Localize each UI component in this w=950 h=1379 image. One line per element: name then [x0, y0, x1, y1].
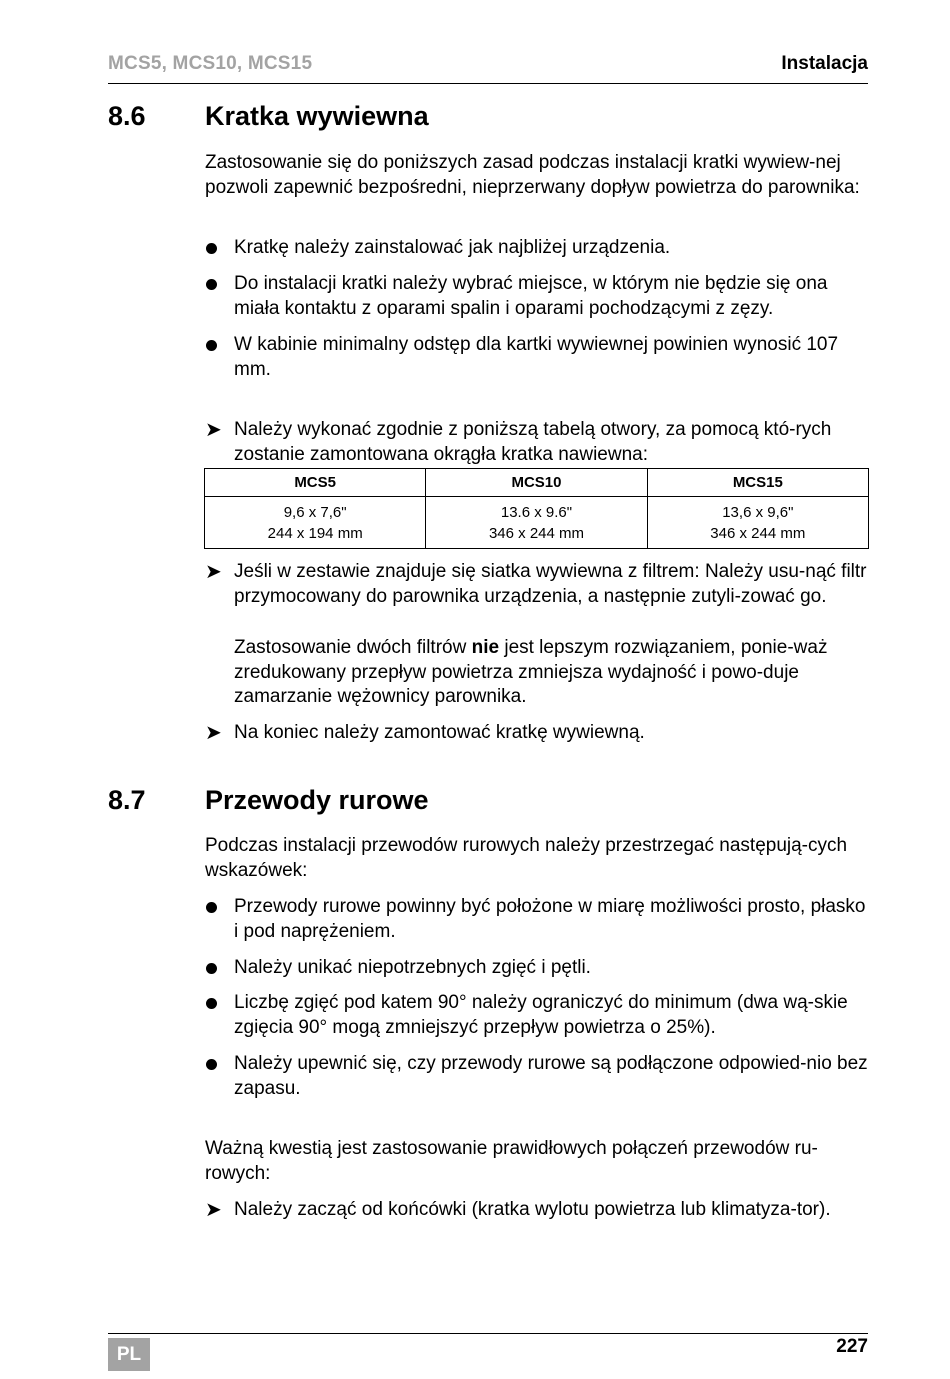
table-header-cell: MCS10 [426, 469, 647, 497]
arrow-right-icon: ➤ [205, 722, 222, 744]
note-emphasis: nie [471, 637, 500, 658]
bullet-text: Należy unikać niepotrzebnych zgięć i pętli. [234, 957, 591, 978]
header-models: MCS5, MCS10, MCS15 [108, 53, 313, 74]
bullet-dot-icon [206, 243, 217, 254]
section-title: Kratka wywiewna [205, 101, 429, 131]
note-text: Zastosowanie dwóch filtrów [234, 637, 472, 658]
table-row [205, 497, 869, 549]
bullet-item [205, 991, 869, 1040]
bullet-item [205, 895, 869, 944]
bullet-text: Należy upewnić się, czy przewody rurowe są podłączone odpowied-nio bez zapasu. [234, 1053, 868, 1099]
instruction-step [205, 721, 869, 746]
bullet-item [205, 1052, 869, 1101]
cell-inches: 13,6 x 9,6" [722, 503, 794, 521]
bullet-dot-icon [206, 1059, 217, 1070]
bullet-item [205, 272, 869, 321]
step-text: Na koniec należy zamontować kratkę wywiewną. [234, 722, 645, 743]
section-intro: Zastosowanie się do poniższych zasad podczas instalacji kratki wywiew-nej pozwoli zapewnić bezpośredni, nieprzerwany dopływ powietrza do parownika: [205, 152, 860, 198]
bullet-text: W kabinie minimalny odstęp dla kartki wywiewnej powinien wynosić 107 mm. [234, 334, 839, 380]
table-cell [647, 497, 868, 549]
table-header-cell: MCS15 [647, 469, 868, 497]
section-title: Przewody rurowe [205, 785, 429, 815]
bullet-item [205, 956, 869, 981]
table-cell [426, 497, 647, 549]
instruction-step [205, 560, 869, 609]
instruction-step [205, 1198, 869, 1223]
cutout-table [204, 468, 869, 549]
bullet-item [205, 333, 869, 382]
header-rule [108, 83, 868, 84]
cell-mm: 346 x 244 mm [488, 524, 585, 542]
table-cell [205, 497, 426, 549]
bullet-dot-icon [206, 998, 217, 1009]
cell-inches: 13.6 x 9.6" [500, 503, 573, 521]
paragraph: Ważną kwestią jest zastosowanie prawidłowych połączeń przewodów ru-rowych: [205, 1138, 818, 1184]
table-header-row [205, 469, 869, 497]
bullet-text: Do instalacji kratki należy wybrać miejsce, w którym nie będzie się ona miała kontaktu z oparami spalin i oparami pochodzącymi z zęzy. [234, 273, 828, 319]
language-badge: PL [108, 1338, 150, 1371]
bullet-text: Przewody rurowe powinny być położone w miarę możliwości prosto, płasko i pod naprężeniem. [234, 896, 866, 942]
arrow-right-icon: ➤ [205, 561, 222, 583]
cell-mm: 346 x 244 mm [710, 524, 806, 542]
bullet-dot-icon [206, 279, 217, 290]
section-intro: Podczas instalacji przewodów rurowych należy przestrzegać następują-cych wskazówek: [205, 835, 848, 881]
cell-inches: 9,6 x 7,6" [283, 503, 347, 521]
bullet-dot-icon [206, 902, 217, 913]
bullet-dot-icon [206, 340, 217, 351]
header-chapter: Instalacja [781, 53, 868, 74]
step-text: Należy wykonać zgodnie z poniższą tabelą otwory, za pomocą któ-rych zostanie zamontowana okrągła kratka nawiewna: [234, 419, 832, 465]
bullet-item [205, 236, 869, 261]
page-number: 227 [836, 1336, 868, 1357]
footer-rule [108, 1333, 868, 1334]
bullet-dot-icon [206, 963, 217, 974]
bullet-text: Liczbę zgięć pod katem 90° należy ograniczyć do minimum (dwa wą-skie zgięcia 90° mogą zmniejszyć przepływ powietrza o 25%). [234, 992, 848, 1038]
step-note [205, 636, 869, 710]
section-number: 8.6 [108, 101, 146, 131]
bullet-text: Kratkę należy zainstalować jak najbliżej urządzenia. [234, 237, 671, 258]
cell-mm: 244 x 194 mm [267, 524, 363, 542]
section-number: 8.7 [108, 785, 146, 815]
step-text: Należy zacząć od końcówki (kratka wylotu powietrza lub klimatyza-tor). [234, 1199, 831, 1220]
note-text: jest lepszym rozwiązaniem, ponie-waż zredukowany przepływ powietrza zmniejsza wydajność i powo-duje zamarzanie wężownicy parownika. [234, 637, 828, 707]
table-header-cell: MCS5 [205, 469, 426, 497]
arrow-right-icon: ➤ [205, 419, 222, 441]
instruction-step [205, 418, 869, 467]
step-text: Jeśli w zestawie znajduje się siatka wywiewna z filtrem: Należy usu-nąć filtr przymocowany do parownika urządzenia, a następnie zutyli-zować go. [234, 561, 867, 607]
arrow-right-icon: ➤ [205, 1199, 222, 1221]
